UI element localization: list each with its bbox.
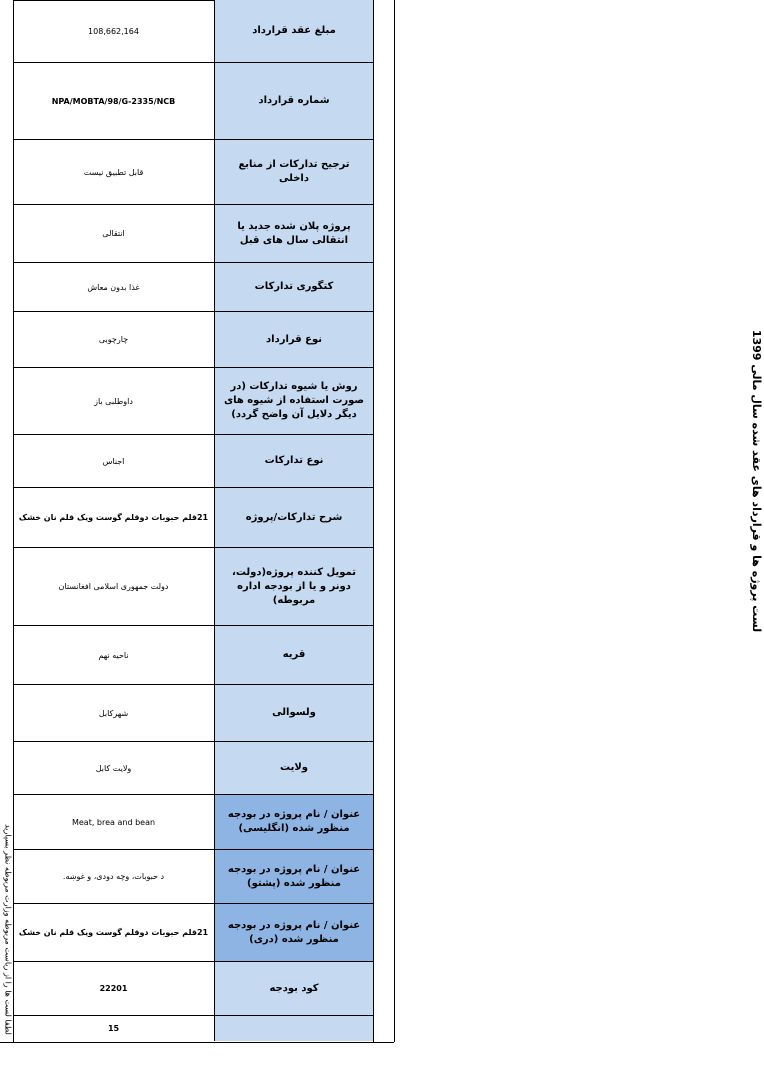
row-label: قریه: [215, 626, 373, 684]
row-value: قابل تطبیق نیست: [13, 140, 215, 204]
table-row: [13, 312, 373, 368]
row-label: عنوان / نام پروژه در بودجه منظور شده (پشتو): [215, 850, 373, 903]
row-value: انتقالی: [13, 205, 215, 262]
row-label: ولسوالی: [215, 685, 373, 741]
row-value: 22201: [13, 962, 215, 1015]
row-label: روش یا شیوه تدارکات (در صورت استفاده از شیوه های دیگر دلایل آن واضح گردد): [215, 368, 373, 434]
row-label: کتگوری تدارکات: [215, 263, 373, 311]
row-value: د حبوبات، وچه دودی، و غوښه.: [13, 850, 215, 903]
table-row: [13, 140, 373, 205]
row-label: عنوان / نام پروژه در بودجه منظور شده (انگلیسی): [215, 795, 373, 849]
table-row: [13, 368, 373, 435]
row-label: عنوان / نام پروژه در بودجه منظور شده (دری): [215, 904, 373, 961]
row-value: 21قلم حبوبات دوقلم گوست ویک قلم نان خشک: [13, 904, 215, 961]
table-row: [13, 263, 373, 312]
row-label: تمویل کننده پروژه(دولت، دونر و یا از بودجه اداره مربوطه): [215, 548, 373, 625]
row-label: شرح تدارکات/پروژه: [215, 488, 373, 547]
row-value: داوطلبی باز: [13, 368, 215, 434]
table-row: [13, 742, 373, 795]
row-label: [215, 1016, 373, 1041]
table-row: [13, 850, 373, 904]
row-value: 21قلم حبوبات دوقلم گوست ویک قلم نان خشک: [13, 488, 215, 547]
row-label: نوع تدارکات: [215, 435, 373, 487]
side-title-strip: [373, 0, 763, 1042]
row-value: 15: [13, 1016, 215, 1041]
table-row: [13, 685, 373, 742]
table-row: [13, 63, 373, 140]
row-value: NPA/MOBTA/98/G-2335/NCB: [13, 63, 215, 139]
table-bottom-border: [0, 1042, 394, 1043]
row-value: چارچوبی: [13, 312, 215, 367]
row-value: ناحیه نهم: [13, 626, 215, 684]
row-label: نوع قرارداد: [215, 312, 373, 367]
row-value: 108,662,164: [13, 0, 215, 62]
table-row: [13, 435, 373, 488]
table-row: [13, 904, 373, 962]
row-value: شهرکابل: [13, 685, 215, 741]
table-row: [13, 0, 373, 63]
side-title-text: لست پروژه ها و قرارداد های عقد شده سال مالی 1399: [750, 329, 763, 633]
table-row: [13, 548, 373, 626]
table-row: [13, 962, 373, 1016]
side-note-text: لطفا لست ها را از ریاست مربوطه وزارت مربوطه نظر بسپارید: [3, 824, 13, 1035]
row-label: شماره قرارداد: [215, 63, 373, 139]
table-row: [13, 1016, 373, 1041]
table-row: [13, 795, 373, 850]
row-value: غذا بدون معاش: [13, 263, 215, 311]
row-label: ترجیح تدارکات از منابع داخلی: [215, 140, 373, 204]
row-label: مبلغ عقد قرارداد: [215, 0, 373, 62]
row-value: دولت جمهوری اسلامی افغانستان: [13, 548, 215, 625]
table-row: [13, 488, 373, 548]
table-row: [13, 205, 373, 263]
row-value: Meat, brea and bean: [13, 795, 215, 849]
row-label: پروژه پلان شده جدید یا انتقالی سال های قبل: [215, 205, 373, 262]
row-label: ولایت: [215, 742, 373, 794]
row-label: کود بودجه: [215, 962, 373, 1015]
row-value: ولایت کابل: [13, 742, 215, 794]
row-value: اجناس: [13, 435, 215, 487]
table-row: [13, 626, 373, 685]
